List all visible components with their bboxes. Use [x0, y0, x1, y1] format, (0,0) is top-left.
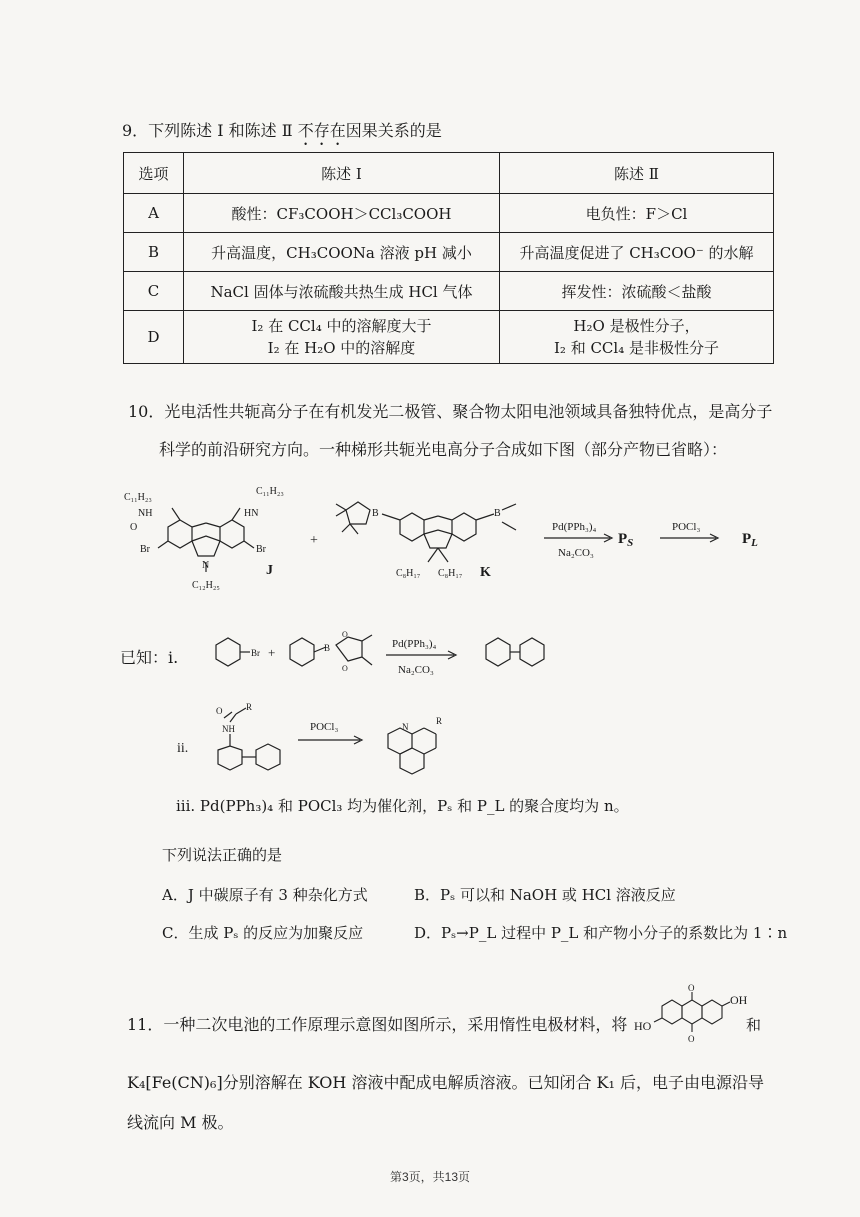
q11-body: K₄[Fe(CN)₆]分别溶解在 KOH 溶液中配成电解质溶液。已知闭合 K₁ 后，电子由电源沿导 线流向 M 极。	[127, 1073, 764, 1132]
q9-emphasis: 不存在	[297, 121, 346, 140]
label-o: O	[342, 630, 348, 639]
q9-table	[123, 152, 774, 364]
label-o: O	[688, 1034, 695, 1044]
known-reaction-i	[196, 625, 596, 685]
option-b: B．Pₛ 可以和 NaOH 或 HCl 溶液反应	[414, 886, 676, 904]
reagent-pocl3: POCl₃	[672, 521, 701, 533]
anthraquinone-structure	[632, 982, 762, 1046]
label-c11h23: C₁₁H₂₃	[124, 492, 152, 503]
table-row: D I₂ 在 CCl₄ 中的溶解度大于 I₂ 在 H₂O 中的溶解度 H₂O 是极性分子， I₂ 和 CCl₄ 是非极性分子	[124, 311, 774, 364]
known-ii-label: ii.	[177, 741, 189, 756]
label-r: R	[246, 702, 253, 712]
known-note: iii. Pd(PPh₃)₄ 和 POCl₃ 均为催化剂，Pₛ 和 P_L 的聚合度均为 n。	[176, 797, 629, 815]
label-o: O	[216, 706, 223, 716]
label-b: B	[324, 643, 331, 653]
table-row: A 酸性：CF₃COOH＞CCl₃COOH 电负性：F＞Cl	[124, 194, 774, 233]
label-hn: HN	[244, 508, 259, 519]
option-c: C．生成 Pₛ 的反应为加聚反应	[162, 924, 364, 942]
table-header: 选项 陈述 Ⅰ 陈述 Ⅱ	[124, 153, 774, 194]
label-oh: OH	[730, 993, 748, 1007]
label-br: Br	[140, 544, 150, 555]
reaction-scheme	[120, 480, 780, 605]
q9-stem: 9．下列陈述 Ⅰ 和陈述 Ⅱ 不存在因果关系的是	[122, 121, 442, 140]
label-br: Br	[251, 648, 260, 658]
label-r: R	[436, 716, 443, 726]
label-b: B	[494, 508, 501, 519]
q10-stem: 10．光电活性共轭高分子在有机发光二极管、聚合物太阳电池领域具备独特优点，是高分子 科学的前沿研究方向。一种梯形共轭光电高分子合成如下图（部分产物已省略）：	[128, 402, 773, 459]
page-footer: 第3页，共13页	[389, 1170, 471, 1184]
option-a: A．J 中碳原子有 3 种杂化方式	[162, 886, 368, 904]
compound-j-label: J	[266, 563, 273, 578]
option-d: D．Pₛ→P_L 过程中 P_L 和产物小分子的系数比为 1∶n	[414, 924, 788, 942]
label-o: O	[342, 664, 348, 673]
label-br: Br	[256, 544, 266, 555]
product-pl: $P_L$	[742, 531, 758, 549]
base-label: Na₂CO₃	[558, 547, 594, 559]
catalyst-label: Pd(PPh₃)₄	[392, 638, 437, 650]
base-label: Na₂CO₃	[398, 664, 434, 676]
plus-sign: +	[268, 645, 276, 660]
q11-line1: 11．一种二次电池的工作原理示意图如图所示，采用惰性电极材料，将	[127, 1015, 628, 1034]
label-c8h17: C₈H₁₇	[396, 568, 421, 579]
plus-sign: +	[310, 533, 318, 548]
label-n: N	[402, 722, 409, 732]
label-c8h17: C₈H₁₇	[438, 568, 463, 579]
label-c12h25: C₁₂H₂₅	[192, 580, 220, 591]
known-reaction-ii	[172, 700, 512, 785]
label-n: N	[202, 560, 210, 571]
label-ho: HO	[634, 1019, 652, 1033]
label-nh: NH	[222, 724, 235, 734]
q11-and: 和	[746, 1018, 762, 1034]
table-row: C NaCl 固体与浓硫酸共热生成 HCl 气体 挥发性：浓硫酸＜盐酸	[124, 272, 774, 311]
table-row: B 升高温度，CH₃COONa 溶液 pH 减小 升高温度促进了 CH₃COO⁻ 的水解	[124, 233, 774, 272]
known-label: 已知：i.	[120, 648, 179, 667]
reagent-pocl3: POCl₃	[310, 721, 339, 733]
compound-k-label: K	[480, 565, 491, 580]
label-o: O	[688, 983, 695, 993]
label-o: O	[130, 522, 138, 533]
q10-lead: 下列说法正确的是	[162, 846, 283, 864]
catalyst-label: Pd(PPh₃)₄	[552, 521, 597, 533]
label-b: B	[372, 508, 379, 519]
product-ps: $P_S$	[618, 531, 634, 549]
label-nh: NH	[138, 508, 153, 519]
label-c11h23: C₁₁H₂₃	[256, 486, 284, 497]
